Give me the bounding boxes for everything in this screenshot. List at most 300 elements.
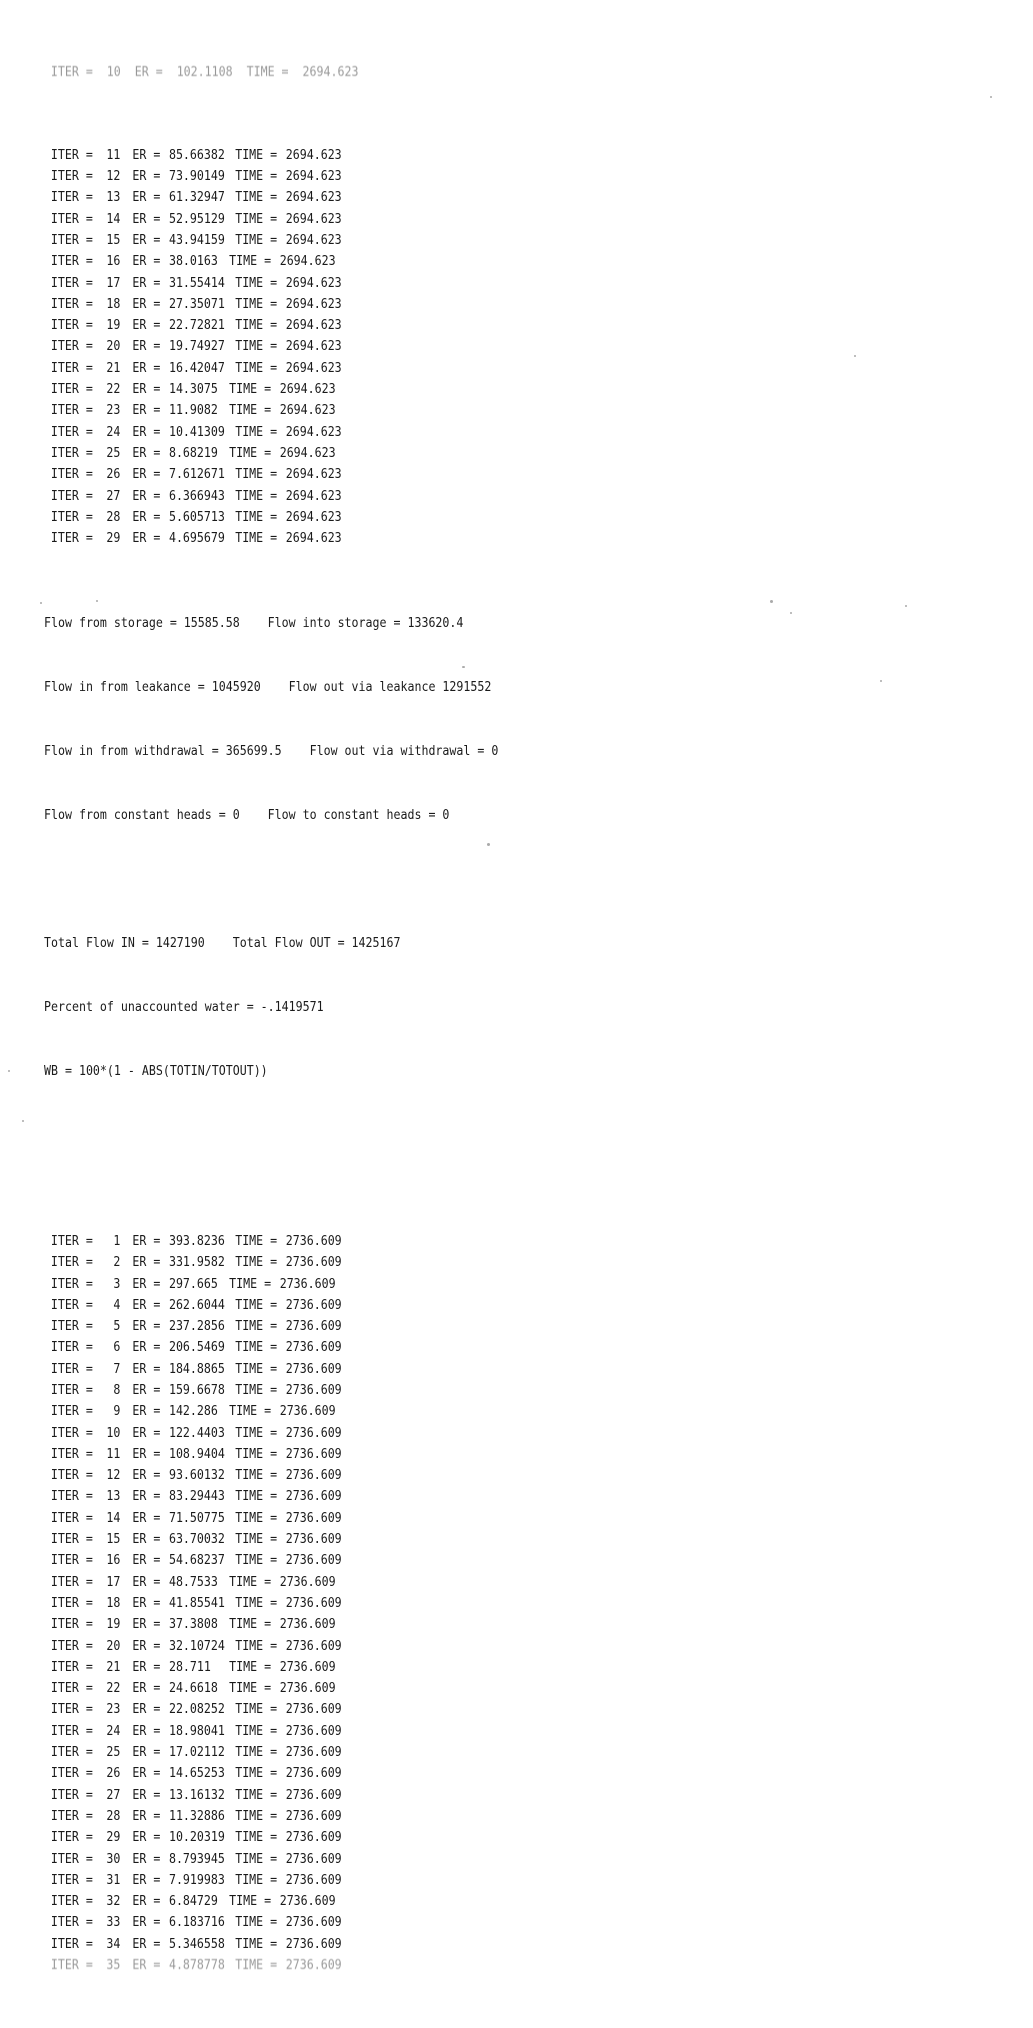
er-value: 4.695679 xyxy=(168,530,225,547)
iter-number: 20 xyxy=(106,1637,121,1654)
iter-label: ITER = xyxy=(50,1488,93,1505)
time-value: 2736.609 xyxy=(285,1232,342,1249)
time-label: TIME = xyxy=(235,1424,278,1441)
iter-number: 35 xyxy=(106,1957,121,1974)
flow-storage-line: Flow from storage = 15585.58 Flow into storage = 133620.4 xyxy=(44,615,464,632)
time-label: TIME = xyxy=(235,1637,278,1654)
time-value: 2694.623 xyxy=(285,231,342,248)
er-label: ER = xyxy=(132,1232,161,1249)
iter-number: 1 xyxy=(113,1232,121,1249)
scan-speck xyxy=(8,1070,10,1072)
time-label: TIME = xyxy=(235,317,278,334)
iter-label: ITER = xyxy=(50,1552,93,1569)
iteration-row xyxy=(44,1912,498,1933)
time-value: 2736.609 xyxy=(279,1616,336,1633)
time-label: TIME = xyxy=(229,1275,272,1292)
er-label: ER = xyxy=(132,1935,161,1952)
time-label: TIME = xyxy=(235,1339,278,1356)
time-value: 2736.609 xyxy=(285,1850,342,1867)
er-label: ER = xyxy=(132,1488,161,1505)
time-label: TIME = xyxy=(229,1616,272,1633)
er-label: ER = xyxy=(132,1445,161,1462)
time-value: 2736.609 xyxy=(285,1445,342,1462)
time-value: 2736.609 xyxy=(285,1786,342,1803)
er-label: ER = xyxy=(132,1382,161,1398)
er-label: ER = xyxy=(132,317,161,334)
iteration-row xyxy=(44,273,498,294)
time-label: TIME = xyxy=(235,487,278,504)
scan-speck xyxy=(487,843,490,846)
iter-number: 11 xyxy=(106,146,121,163)
er-label: ER = xyxy=(132,1850,161,1867)
time-label: TIME = xyxy=(235,1850,278,1867)
time-label: TIME = xyxy=(235,1765,278,1782)
er-value: 22.72821 xyxy=(168,317,225,334)
iter-label: ITER = xyxy=(50,1957,93,1974)
er-value: 31.55414 xyxy=(168,274,225,291)
scan-speck xyxy=(990,96,992,98)
iter-number: 21 xyxy=(106,359,121,376)
iter-label: ITER = xyxy=(50,274,93,291)
time-label: TIME = xyxy=(235,1531,278,1548)
iter-number: 29 xyxy=(106,1829,121,1846)
er-label: ER = xyxy=(132,1552,161,1569)
er-label: ER = xyxy=(132,253,161,270)
time-value: 2694.623 xyxy=(279,402,336,419)
er-value: 24.6618 xyxy=(168,1680,218,1697)
scan-speck xyxy=(22,1120,24,1122)
er-label: ER = xyxy=(132,295,161,312)
er-label: ER = xyxy=(132,1722,161,1739)
scan-speck xyxy=(790,612,792,614)
iteration-row xyxy=(44,166,498,187)
time-label: TIME = xyxy=(229,253,272,270)
time-label: TIME = xyxy=(235,1701,278,1718)
er-value: 11.9082 xyxy=(168,402,218,419)
iter-label: ITER = xyxy=(50,1275,93,1292)
iter-label: ITER = xyxy=(50,1637,93,1654)
iter-number: 17 xyxy=(106,1573,121,1590)
time-label: TIME = xyxy=(235,530,278,547)
er-label: ER = xyxy=(132,1744,161,1761)
er-label: ER = xyxy=(132,1509,161,1526)
time-value: 2694.623 xyxy=(279,444,336,461)
er-label: ER = xyxy=(132,530,161,547)
er-label: ER = xyxy=(132,1254,161,1271)
iter-number: 27 xyxy=(106,1786,121,1803)
er-label: ER = xyxy=(132,1807,161,1824)
time-value: 2694.623 xyxy=(285,274,342,291)
iter-label: ITER = xyxy=(50,487,93,504)
time-label: TIME = xyxy=(229,1573,272,1590)
time-label: TIME = xyxy=(235,210,278,227)
time-value: 2694.623 xyxy=(285,210,342,227)
scan-speck xyxy=(40,602,42,604)
time-value: 2736.609 xyxy=(285,1339,342,1356)
iteration-row xyxy=(44,1827,498,1848)
time-label: TIME = xyxy=(235,146,278,163)
iteration-row xyxy=(44,1614,498,1635)
iter-label: ITER = xyxy=(50,1722,93,1739)
iteration-row xyxy=(44,1486,498,1507)
iter-number: 17 xyxy=(106,274,121,291)
iter-number: 9 xyxy=(113,1403,121,1420)
iter-label: ITER = xyxy=(50,444,93,461)
iter-label: ITER = xyxy=(50,1254,93,1271)
iteration-row xyxy=(44,1529,498,1550)
iter-label: ITER = xyxy=(50,1403,93,1420)
time-label: TIME = xyxy=(235,508,278,525)
er-label: ER = xyxy=(132,189,161,206)
iter-number: 6 xyxy=(113,1339,121,1356)
time-label: TIME = xyxy=(235,274,278,291)
er-value: 331.9582 xyxy=(168,1254,225,1271)
iteration-row xyxy=(44,1274,498,1295)
time-value: 2736.609 xyxy=(279,1573,336,1590)
er-value: 85.66382 xyxy=(168,146,225,163)
iter-label: ITER = xyxy=(50,146,93,163)
flow-constant-heads-line: Flow from constant heads = 0 Flow to constant heads = 0 xyxy=(44,806,450,823)
iter-label: ITER = xyxy=(50,189,93,206)
er-label: ER = xyxy=(132,1339,161,1356)
iteration-row xyxy=(44,1359,498,1380)
iteration-row xyxy=(44,1593,498,1614)
iter-number: 24 xyxy=(106,423,121,440)
iteration-row xyxy=(44,1955,498,1974)
iteration-row xyxy=(44,1806,498,1827)
iteration-row xyxy=(44,187,498,208)
iteration-row xyxy=(44,209,498,230)
iter-number: 4 xyxy=(113,1296,121,1313)
er-value: 14.65253 xyxy=(168,1765,225,1782)
er-value: 122.4403 xyxy=(168,1424,225,1441)
iteration-row xyxy=(44,528,498,549)
time-value: 2736.609 xyxy=(285,1488,342,1505)
iteration-row xyxy=(44,1508,498,1529)
time-value: 2736.609 xyxy=(285,1807,342,1824)
iter-number: 33 xyxy=(106,1914,121,1931)
time-label: TIME = xyxy=(235,359,278,376)
iteration-row xyxy=(44,1295,498,1316)
iter-label: ITER = xyxy=(50,1573,93,1590)
time-value: 2694.623 xyxy=(285,530,342,547)
iter-label: ITER = xyxy=(50,295,93,312)
time-value: 2736.609 xyxy=(285,1296,342,1313)
iter-label: ITER = xyxy=(50,423,93,440)
er-value: 6.84729 xyxy=(168,1893,218,1910)
iteration-row xyxy=(44,251,498,272)
time-label: TIME = xyxy=(229,444,272,461)
er-label: ER = xyxy=(132,1318,161,1335)
er-label: ER = xyxy=(132,1680,161,1697)
time-label: TIME = xyxy=(235,1807,278,1824)
time-label: TIME = xyxy=(235,1594,278,1611)
time-value: 2694.623 xyxy=(285,317,342,334)
er-value: 10.20319 xyxy=(168,1829,225,1846)
time-value: 2694.623 xyxy=(285,338,342,355)
iter-number: 29 xyxy=(106,530,121,547)
iteration-block-1 xyxy=(44,145,498,550)
time-label: TIME = xyxy=(229,402,272,419)
er-value: 54.68237 xyxy=(168,1552,225,1569)
iter-label: ITER = xyxy=(50,530,93,547)
iteration-row xyxy=(44,1231,498,1252)
er-value: 262.6044 xyxy=(168,1296,225,1313)
iteration-row xyxy=(44,1337,498,1358)
iteration-row xyxy=(44,507,498,528)
time-value: 2736.609 xyxy=(279,1680,336,1697)
er-label: ER = xyxy=(132,1616,161,1633)
er-label: ER = xyxy=(132,274,161,291)
er-label: ER = xyxy=(132,231,161,248)
iteration-row xyxy=(44,1572,498,1593)
iter-number: 5 xyxy=(113,1318,121,1335)
time-value: 2736.609 xyxy=(285,1744,342,1761)
time-value: 2736.609 xyxy=(285,1701,342,1718)
iter-number: 28 xyxy=(106,1807,121,1824)
er-value: 393.8236 xyxy=(168,1232,225,1249)
time-value: 2694.623 xyxy=(279,253,336,270)
time-value: 2694.623 xyxy=(285,487,342,504)
iter-label: ITER = xyxy=(50,1616,93,1633)
iter-number: 15 xyxy=(106,231,121,248)
er-value: 17.02112 xyxy=(168,1744,225,1761)
scan-speck xyxy=(854,355,856,357)
er-value: 8.68219 xyxy=(168,444,218,461)
iteration-row xyxy=(44,1401,498,1422)
time-label: TIME = xyxy=(235,1914,278,1931)
er-value: 18.98041 xyxy=(168,1722,225,1739)
er-label: ER = xyxy=(132,487,161,504)
er-label: ER = xyxy=(132,1701,161,1718)
time-value: 2736.609 xyxy=(285,1360,342,1377)
printout-text xyxy=(44,6,498,2028)
iteration-block-2 xyxy=(44,1231,498,1974)
er-value: 7.919983 xyxy=(168,1871,225,1888)
time-value: 2694.623 xyxy=(285,295,342,312)
iteration-row xyxy=(44,400,498,421)
iter-number: 16 xyxy=(106,253,121,270)
er-label: ER = xyxy=(132,1637,161,1654)
er-label: ER = xyxy=(132,1296,161,1313)
er-value: 108.9404 xyxy=(168,1445,225,1462)
iter-label: ITER = xyxy=(50,402,93,419)
time-value: 2736.609 xyxy=(279,1893,336,1910)
time-value: 2736.609 xyxy=(285,1722,342,1739)
er-value: 206.5469 xyxy=(168,1339,225,1356)
iter-number: 12 xyxy=(106,168,121,185)
time-label: TIME = xyxy=(229,1403,272,1420)
er-value: 237.2856 xyxy=(168,1318,225,1335)
er-label: ER = xyxy=(132,466,161,483)
iter-number: 20 xyxy=(106,338,121,355)
time-value: 2736.609 xyxy=(285,1871,342,1888)
iteration-row xyxy=(44,1891,498,1912)
er-value: 19.74927 xyxy=(168,338,225,355)
time-label: TIME = xyxy=(235,1871,278,1888)
iter-label: ITER = xyxy=(50,1424,93,1441)
iter-label: ITER = xyxy=(50,210,93,227)
er-label: ER = xyxy=(132,1403,161,1420)
iter-number: 11 xyxy=(106,1445,121,1462)
iter-label: ITER = xyxy=(50,1935,93,1952)
iteration-row xyxy=(44,443,498,464)
iteration-row xyxy=(44,1678,498,1699)
iteration-row xyxy=(44,379,498,400)
er-value: 13.16132 xyxy=(168,1786,225,1803)
iteration-row xyxy=(44,336,498,357)
er-value: 8.793945 xyxy=(168,1850,225,1867)
time-label: TIME = xyxy=(235,1232,278,1249)
time-label: TIME = xyxy=(235,168,278,185)
iter-number: 32 xyxy=(106,1893,121,1910)
er-label: ER = xyxy=(132,1658,161,1675)
scan-speck xyxy=(905,605,907,607)
er-value: 71.50775 xyxy=(168,1509,225,1526)
scan-speck xyxy=(462,666,465,668)
iter-label: ITER = xyxy=(50,1680,93,1697)
time-label: TIME = xyxy=(235,1722,278,1739)
time-value: 2736.609 xyxy=(279,1658,336,1675)
er-value: 5.346558 xyxy=(168,1935,225,1952)
time-value: 2736.609 xyxy=(285,1552,342,1569)
time-label: TIME = xyxy=(235,1296,278,1313)
er-label: ER = xyxy=(132,1573,161,1590)
iter-number: 19 xyxy=(106,317,121,334)
time-value: 2694.623 xyxy=(285,466,342,483)
time-label: TIME = xyxy=(235,1488,278,1505)
time-label: TIME = xyxy=(235,231,278,248)
er-label: ER = xyxy=(132,423,161,440)
iter-number: 23 xyxy=(106,1701,121,1718)
iteration-row xyxy=(44,1849,498,1870)
iteration-row xyxy=(44,1657,498,1678)
iter-number: 25 xyxy=(106,1744,121,1761)
scan-speck xyxy=(770,600,773,603)
er-value: 16.42047 xyxy=(168,359,225,376)
iteration-row xyxy=(44,145,498,166)
er-value: 32.10724 xyxy=(168,1637,225,1654)
er-label: ER = xyxy=(132,1765,161,1782)
time-label: TIME = xyxy=(229,1893,272,1910)
flow-withdrawal-line: Flow in from withdrawal = 365699.5 Flow out via withdrawal = 0 xyxy=(44,743,499,760)
time-label: TIME = xyxy=(235,1360,278,1377)
er-value: 41.85541 xyxy=(168,1594,225,1611)
time-label: TIME = xyxy=(229,381,272,398)
iter-label: ITER = xyxy=(50,1658,93,1675)
iter-number: 13 xyxy=(106,1488,121,1505)
iteration-row xyxy=(44,464,498,485)
iter-number: 25 xyxy=(106,444,121,461)
er-label: ER = xyxy=(132,381,161,398)
time-value: 2736.609 xyxy=(285,1594,342,1611)
iteration-row xyxy=(44,1316,498,1337)
iter-number: 21 xyxy=(106,1658,121,1675)
time-value: 2736.609 xyxy=(285,1424,342,1441)
time-value: 2736.609 xyxy=(285,1382,342,1398)
iteration-row xyxy=(44,1742,498,1763)
iter-label: ITER = xyxy=(50,1701,93,1718)
iter-number: 15 xyxy=(106,1531,121,1548)
flow-leakance-line: Flow in from leakance = 1045920 Flow out via leakance 1291552 xyxy=(44,679,492,696)
iter-label: ITER = xyxy=(50,1296,93,1313)
time-value: 2736.609 xyxy=(285,1318,342,1335)
time-label: TIME = xyxy=(235,1509,278,1526)
time-label: TIME = xyxy=(229,1680,272,1697)
time-value: 2736.609 xyxy=(285,1531,342,1548)
iter-number: 22 xyxy=(106,381,121,398)
iter-number: 12 xyxy=(106,1467,121,1484)
iter-label: ITER = xyxy=(50,1807,93,1824)
iter-label: ITER = xyxy=(50,1871,93,1888)
er-value: 27.35071 xyxy=(168,295,225,312)
time-value: 2694.623 xyxy=(285,189,342,206)
er-value: 7.612671 xyxy=(168,466,225,483)
iter-label: ITER = xyxy=(50,1914,93,1931)
iteration-row xyxy=(44,1550,498,1571)
iter-label: ITER = xyxy=(50,168,93,185)
iter-label: ITER = xyxy=(50,1531,93,1548)
iteration-row xyxy=(44,315,498,336)
er-label: ER = xyxy=(132,1871,161,1888)
time-label: TIME = xyxy=(235,295,278,312)
iter-number: 22 xyxy=(106,1680,121,1697)
er-label: ER = xyxy=(132,1786,161,1803)
time-value: 2736.609 xyxy=(285,1957,342,1974)
iter-label: ITER = xyxy=(50,1786,93,1803)
er-value: 28.711 xyxy=(168,1658,211,1675)
time-label: TIME = xyxy=(235,466,278,483)
iter-label: ITER = xyxy=(50,1467,93,1484)
time-value: 2736.609 xyxy=(285,1637,342,1654)
iter-number: 19 xyxy=(106,1616,121,1633)
iter-number: 13 xyxy=(106,189,121,206)
er-label: ER = xyxy=(132,210,161,227)
er-label: ER = xyxy=(132,338,161,355)
iter-label: ITER = xyxy=(50,338,93,355)
time-label: TIME = xyxy=(235,189,278,206)
iter-number: 18 xyxy=(106,295,121,312)
iter-label: ITER = xyxy=(50,508,93,525)
er-value: 93.60132 xyxy=(168,1467,225,1484)
time-value: 2694.623 xyxy=(279,381,336,398)
time-label: TIME = xyxy=(235,1786,278,1803)
er-value: 37.3808 xyxy=(168,1616,218,1633)
iter-label: ITER = xyxy=(50,1829,93,1846)
time-label: TIME = xyxy=(235,1318,278,1335)
time-value: 2736.609 xyxy=(279,1403,336,1420)
time-value: 2736.609 xyxy=(285,1914,342,1931)
iteration-row xyxy=(44,1763,498,1784)
iteration-row xyxy=(44,1380,498,1401)
iter-label: ITER = xyxy=(50,1318,93,1335)
er-label: ER = xyxy=(132,1829,161,1846)
iteration-row xyxy=(44,1721,498,1742)
iter-number: 7 xyxy=(113,1360,121,1377)
time-label: TIME = xyxy=(235,1467,278,1484)
er-value: 6.366943 xyxy=(168,487,225,504)
iter-number: 28 xyxy=(106,508,121,525)
iter-number: 26 xyxy=(106,1765,121,1782)
iter-number: 24 xyxy=(106,1722,121,1739)
iter-number: 3 xyxy=(113,1275,121,1292)
time-label: TIME = xyxy=(235,1254,278,1271)
er-value: 11.32886 xyxy=(168,1807,225,1824)
time-value: 2736.609 xyxy=(285,1935,342,1952)
er-label: ER = xyxy=(132,1594,161,1611)
iter-number: 26 xyxy=(106,466,121,483)
time-value: 2736.609 xyxy=(285,1765,342,1782)
